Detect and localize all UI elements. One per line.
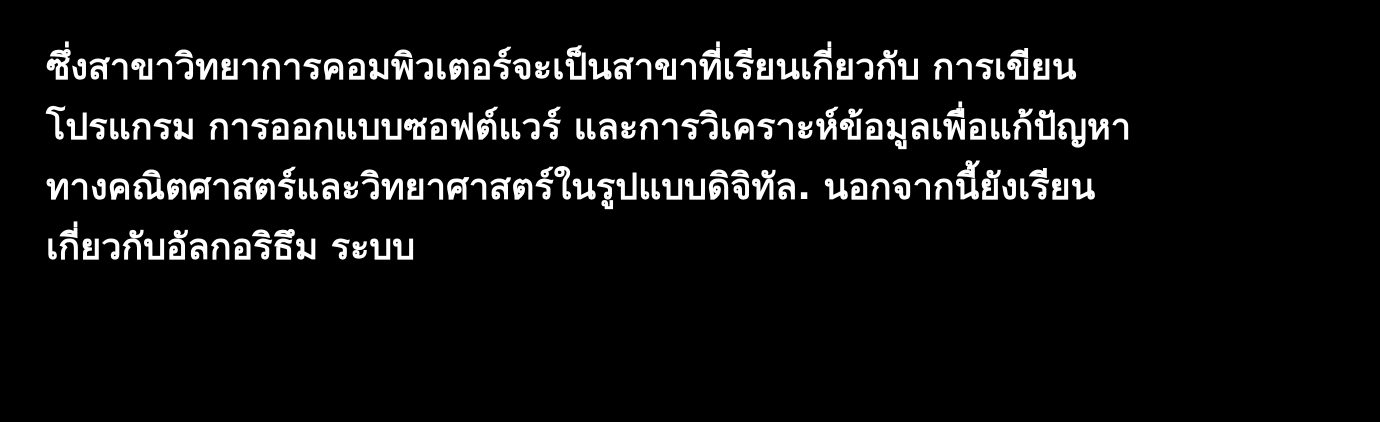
paragraph-line-4: เกี่ยวกับอัลกอริธึม ระบบ xyxy=(46,227,416,268)
paragraph-line-2: โปรแกรม การออกแบบซอฟต์แวร์ และการวิเคราะห์ข้อมูลเพื่อแก้ปัญหา xyxy=(46,107,1131,148)
paragraph-line-3: ทางคณิตศาสตร์และวิทยาศาสตร์ในรูปแบบดิจิทัล. นอกจากนี้ยังเรียน xyxy=(46,167,1096,208)
paragraph-line-1: ซึ่งสาขาวิทยาการคอมพิวเตอร์จะเป็นสาขาที่เรียนเกี่ยวกับ การเขียน xyxy=(46,47,1077,88)
thai-paragraph xyxy=(46,38,1356,278)
